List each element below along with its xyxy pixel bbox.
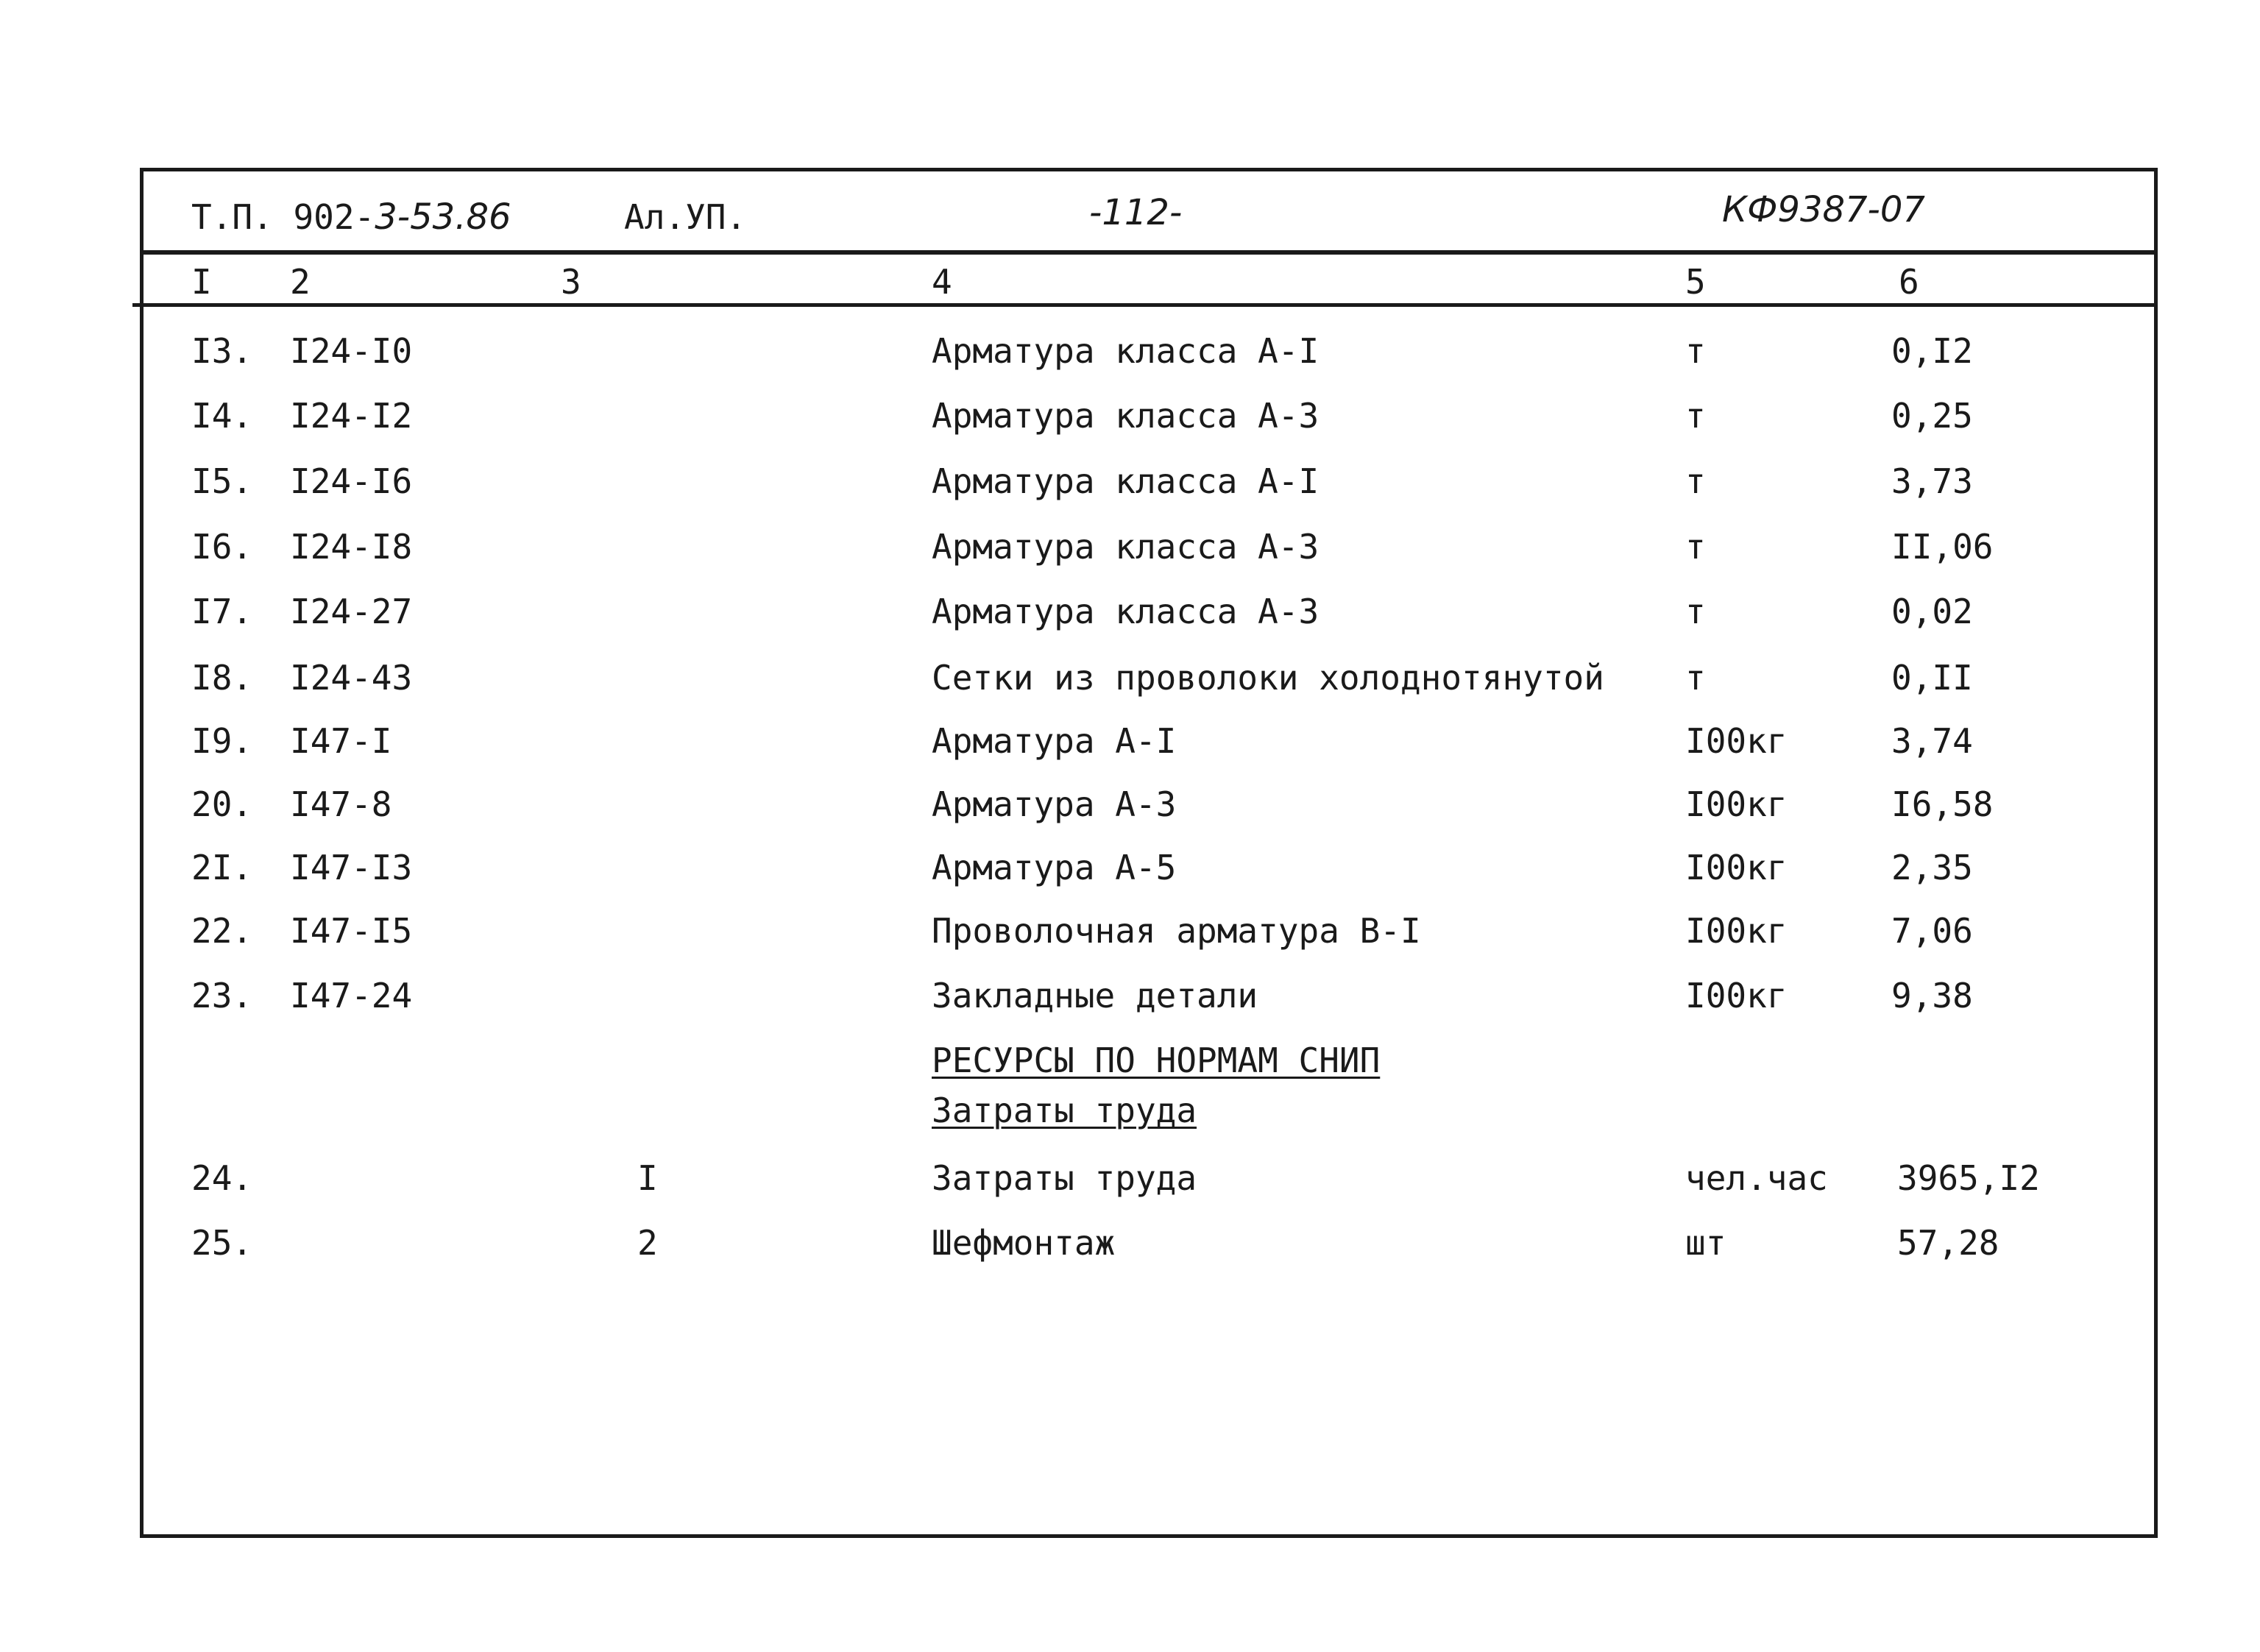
stamp-divider — [140, 250, 2158, 255]
row-name: Арматура класса А-3 — [932, 527, 1319, 567]
row-name: Арматура А-3 — [932, 784, 1177, 824]
row-code: I24-I6 — [290, 461, 413, 501]
row-name: Арматура класса А-I — [932, 461, 1319, 501]
row-name: Затраты труда — [932, 1158, 1197, 1198]
row-number: I6. — [191, 527, 253, 567]
row-number: I5. — [191, 461, 253, 501]
row-code: I24-I0 — [290, 331, 413, 371]
row-name: Арматура А-I — [932, 721, 1177, 761]
row-number: I7. — [191, 592, 253, 631]
row-name: Арматура А-5 — [932, 848, 1177, 887]
row-code: I47-8 — [290, 784, 392, 824]
row-qty: 3965,I2 — [1897, 1158, 2040, 1198]
row-unit: I00кг — [1685, 784, 1788, 824]
row-unit: чел.час — [1685, 1158, 1828, 1198]
row-code: I47-I — [290, 721, 392, 761]
row-code: I47-I5 — [290, 911, 413, 951]
row-code: I24-43 — [290, 658, 413, 698]
row-name: Закладные детали — [932, 976, 1258, 1015]
row-qty: 57,28 — [1897, 1223, 1999, 1263]
row-unit: т — [1685, 331, 1706, 371]
row-number: 2I. — [191, 848, 253, 887]
column-header-1: I — [191, 262, 212, 302]
row-name: Арматура класса А-I — [932, 331, 1319, 371]
row-ref: 2 — [637, 1223, 658, 1263]
row-code: I47-I3 — [290, 848, 413, 887]
row-code: I24-27 — [290, 592, 413, 631]
series-handwritten: 3-53.86 — [375, 196, 511, 238]
section-subheading: Затраты труда — [932, 1091, 1197, 1130]
row-unit: т — [1685, 396, 1706, 436]
row-qty: 9,38 — [1891, 976, 1973, 1015]
row-qty: 2,35 — [1891, 848, 1973, 887]
row-number: 22. — [191, 911, 253, 951]
row-number: 20. — [191, 784, 253, 824]
row-number: 24. — [191, 1158, 253, 1198]
section-heading: РЕСУРСЫ ПО НОРМАМ СНИП — [932, 1041, 1381, 1080]
row-unit: I00кг — [1685, 721, 1788, 761]
row-code: I24-I8 — [290, 527, 413, 567]
row-name: Арматура класса А-3 — [932, 592, 1319, 631]
column-header-3: 3 — [561, 262, 581, 302]
row-number: I4. — [191, 396, 253, 436]
document-code: КФ9387-07 — [1722, 189, 1925, 230]
row-ref: I — [637, 1158, 658, 1198]
row-qty: 7,06 — [1891, 911, 1973, 951]
row-qty: 0,I2 — [1891, 331, 1973, 371]
row-name: Шефмонтаж — [932, 1223, 1116, 1263]
row-unit: I00кг — [1685, 976, 1788, 1015]
row-number: I9. — [191, 721, 253, 761]
column-header-2: 2 — [290, 262, 311, 302]
row-unit: шт — [1685, 1223, 1726, 1263]
column-header-6: 6 — [1899, 262, 1919, 302]
row-number: 23. — [191, 976, 253, 1015]
row-unit: т — [1685, 658, 1706, 698]
series-label — [191, 197, 511, 237]
row-qty: 0,02 — [1891, 592, 1973, 631]
row-code: I24-I2 — [290, 396, 413, 436]
row-qty: 3,73 — [1891, 461, 1973, 501]
row-number: I8. — [191, 658, 253, 698]
row-unit: т — [1685, 592, 1706, 631]
row-unit: т — [1685, 461, 1706, 501]
row-number: 25. — [191, 1223, 253, 1263]
page-number: -112- — [1089, 192, 1183, 233]
row-qty: 3,74 — [1891, 721, 1973, 761]
row-unit: т — [1685, 527, 1706, 567]
column-header-4: 4 — [932, 262, 952, 302]
row-number: I3. — [191, 331, 253, 371]
row-unit: I00кг — [1685, 848, 1788, 887]
row-name: Проволочная арматура В-I — [932, 911, 1421, 951]
row-qty: II,06 — [1891, 527, 1994, 567]
header-divider — [132, 303, 2158, 307]
row-name: Арматура класса А-3 — [932, 396, 1319, 436]
row-unit: I00кг — [1685, 911, 1788, 951]
column-header-5: 5 — [1685, 262, 1706, 302]
row-name: Сетки из проволоки холоднотянутой — [932, 658, 1604, 698]
album-label: Ал.УП. — [624, 197, 747, 237]
row-qty: 0,25 — [1891, 396, 1973, 436]
row-qty: 0,II — [1891, 658, 1973, 698]
row-qty: I6,58 — [1891, 784, 1994, 824]
series-typed: Т.П. 902- — [191, 197, 375, 237]
row-code: I47-24 — [290, 976, 413, 1015]
